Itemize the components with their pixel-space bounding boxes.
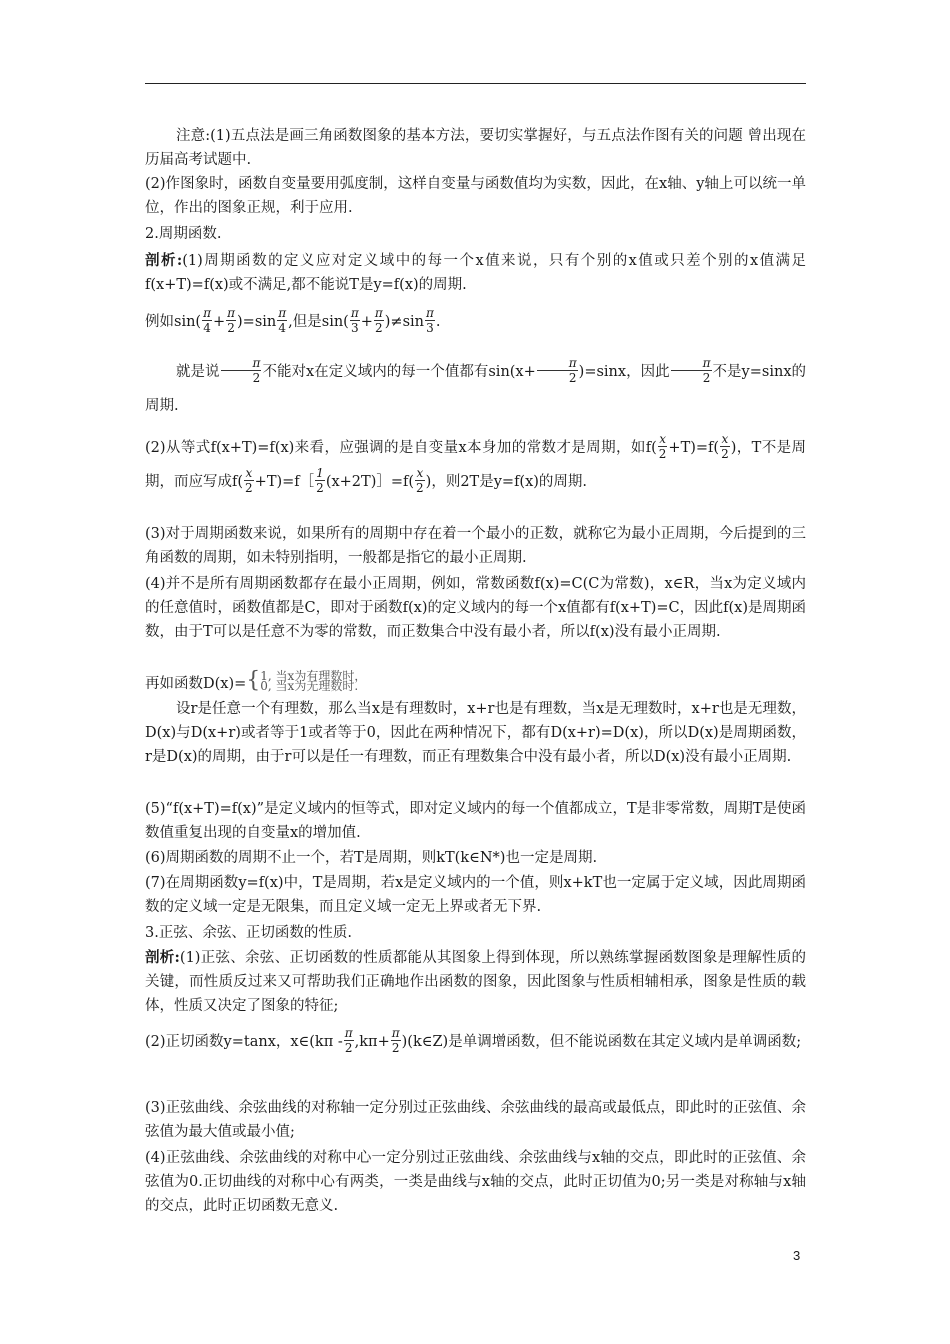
s2-p8: (7)在周期函数y=f(x)中，T是周期，若x是定义域内的一个值，则x+kT也一定属于定义域，因此周期函数的定义域一定是无限集，而且定义域一定无上界或者无下界.: [145, 875, 806, 915]
text-run: +T)=f(: [668, 440, 720, 456]
text-run: 例如sin(: [145, 314, 202, 330]
fraction-pi-over-2: $\frac{\pi}{2}$: [537, 356, 578, 385]
s2-p7: (6)周期函数的周期不止一个，若T是周期，则kT(k∈N*)也一定是周期.: [145, 850, 598, 866]
fraction-x-over-2: $\frac{x}{2}$: [416, 465, 424, 495]
s2-p3: (3)对于周期函数来说，如果所有的周期中存在着一个最小的正数，就称它为最小正周期，今后提到的三角函数的周期，如未特别指明，一般都是指它的最小正周期.: [145, 526, 806, 566]
fraction-pi-over-2: $\frac{\pi}{2}$: [227, 305, 236, 335]
s2-analysis-1: [145, 249, 806, 297]
text-run: .: [435, 314, 441, 330]
note-1: 注意:(1)五点法是画三角函数图象的基本方法，要切实掌握好，与五点法作图有关的问题 曾出现在历届高考试题中.: [145, 128, 806, 168]
fraction-pi-over-4: $\frac{\pi}{4}$: [278, 305, 287, 335]
text-run: (2)正切函数y=tanx，x∈(kπ -: [145, 1034, 343, 1050]
text-run: )=sinx，因此: [578, 364, 670, 380]
text-run: )，T不是周期，而应写成f(: [145, 440, 807, 490]
text-run: 不是y=sinx的周期.: [145, 364, 807, 414]
text-run: )=sin: [237, 314, 277, 330]
s3-p1-text: (1)正弦、余弦、正切函数的性质都能从其图象上得到体现，所以熟练掌握函数图象是理解性质的关键，而性质反过来又可帮助我们正确地作出函数的图象，因此图象与性质相辅相承，图象是性质的载体，性质又决定了图象的特征;: [145, 950, 806, 1014]
fraction-x-over-2: $\frac{x}{2}$: [658, 431, 667, 461]
s3-analysis-1: [145, 946, 806, 1018]
piecewise-row: 0, 当x为无理数时.: [260, 679, 359, 693]
note-2: (2)作图象时，函数自变量要用弧度制，这样自变量与函数值均为实数，因此，在x轴、y轴上可以统一单位，作出的图象正规，利于应用.: [145, 176, 806, 216]
piecewise-row: 1, 当x为有理数时，: [260, 669, 367, 683]
header-rule: [145, 83, 806, 84]
text-run: (2)从等式f(x+T)=f(x)来看，应强调的是自变量x本身加的常数才是周期，如f(: [145, 440, 657, 456]
fraction-pi-over-3: $\frac{\pi}{3}$: [350, 305, 359, 335]
text-run: (x+2T)］=f(: [325, 474, 415, 490]
s2-p2: [145, 431, 806, 499]
text-run: ,但是sin(: [288, 314, 349, 330]
s2-p4: (4)并不是所有周期函数都存在最小正周期，例如，常数函数f(x)=C(C为常数)，x∈R，当x为定义域内的任意值时，函数值都是C，即对于函数f(x)的定义域内的每一个x值都有f(x+T)=C，因此f(x)是周期函数，由于T可以是任意不为零的常数，而正数集合中没有最小者，所以f(x)没有最小正周期.: [145, 576, 806, 640]
s3-p4: (4)正弦曲线、余弦曲线的对称中心一定分别过正弦曲线、余弦曲线与x轴的交点，即此时的正弦值、余弦值为0.正切曲线的对称中心有两类，一类是曲线与x轴的交点，此时正切值为0;另一类是对称轴与x轴的交点，此时正切函数无意义.: [145, 1150, 806, 1214]
fraction-x-over-2: $\frac{x}{2}$: [245, 465, 253, 495]
text-run: 就是说: [176, 364, 220, 380]
s3-p3: (3)正弦曲线、余弦曲线的对称轴一定分别过正弦曲线、余弦曲线的最高或最低点，即此时的正弦值、余弦值为最大值或最小值;: [145, 1100, 806, 1140]
text-run: )，则2T是y=f(x)的周期.: [425, 474, 588, 490]
fraction-pi-over-2: $\frac{\pi}{2}$: [391, 1025, 400, 1055]
s2-p5: 设r是任意一个有理数，那么当x是有理数时，x+r也是有理数，当x是无理数时，x+r也是无理数，D(x)与D(x+r)或者等于1或者等于0，因此在两种情况下，都有D(x+r)=D(x)，所以D(x)是周期函数，r是D(x)的周期，由于r可以是任一有理数，而正有理数集合中没有最小者，所以D(x)没有最小正周期.: [145, 701, 806, 765]
fraction-pi-over-3: $\frac{\pi}{3}$: [426, 305, 434, 335]
text-run: +: [212, 314, 226, 330]
text-run: 不能对x在定义域内的每一个值都有sin(x+: [262, 364, 536, 380]
analysis-label: 剖析:: [145, 949, 180, 966]
s2-just-line: [145, 355, 806, 423]
fraction-pi-over-2: $\frac{\pi}{2}$: [221, 356, 262, 385]
s2-example-line: [145, 305, 806, 339]
text-run: )≠sin: [384, 314, 424, 330]
s2-p6: (5)“f(x+T)=f(x)”是定义域内的恒等式，即对定义域内的每一个值都成立，T是非零常数，周期T是使函数值重复出现的自变量x的增加值.: [145, 801, 806, 841]
s2-dfunc-line: [145, 668, 806, 696]
analysis-label: 剖析:: [145, 252, 183, 269]
s2-p1-text: (1)周期函数的定义应对定义域中的每一个x值来说，只有个别的x值或只差个别的x值满足f(x+T)=f(x)或不满足,都不能说T是y=f(x)的周期.: [145, 253, 806, 293]
s3-p2: [145, 1025, 806, 1059]
text-run: 再如函数D(x)=: [145, 676, 247, 692]
page-number: 3: [793, 1248, 801, 1263]
piecewise-definition: { 1, 当x为有理数时， 0, 当x为无理数时.: [246, 668, 367, 693]
fraction-pi-over-2: $\frac{\pi}{2}$: [671, 356, 712, 385]
section-3-heading: 3.正弦、余弦、正切函数的性质.: [145, 925, 352, 941]
text-run: +: [360, 314, 373, 330]
fraction-pi-over-4: $\frac{\pi}{4}$: [203, 305, 211, 335]
fraction-1-over-2: $\frac{1}{2}$: [316, 465, 324, 495]
section-2-heading: 2.周期函数.: [145, 226, 222, 242]
fraction-x-over-2: $\frac{x}{2}$: [721, 431, 729, 461]
fraction-pi-over-2: $\frac{\pi}{2}$: [344, 1025, 353, 1055]
text-run: )(k∈Z)是单调增函数，但不能说函数在其定义域内是单调函数;: [401, 1034, 802, 1050]
fraction-pi-over-2: $\frac{\pi}{2}$: [374, 305, 383, 335]
text-run: +T)=f［: [254, 474, 315, 490]
text-run: ,kπ+: [354, 1034, 390, 1050]
